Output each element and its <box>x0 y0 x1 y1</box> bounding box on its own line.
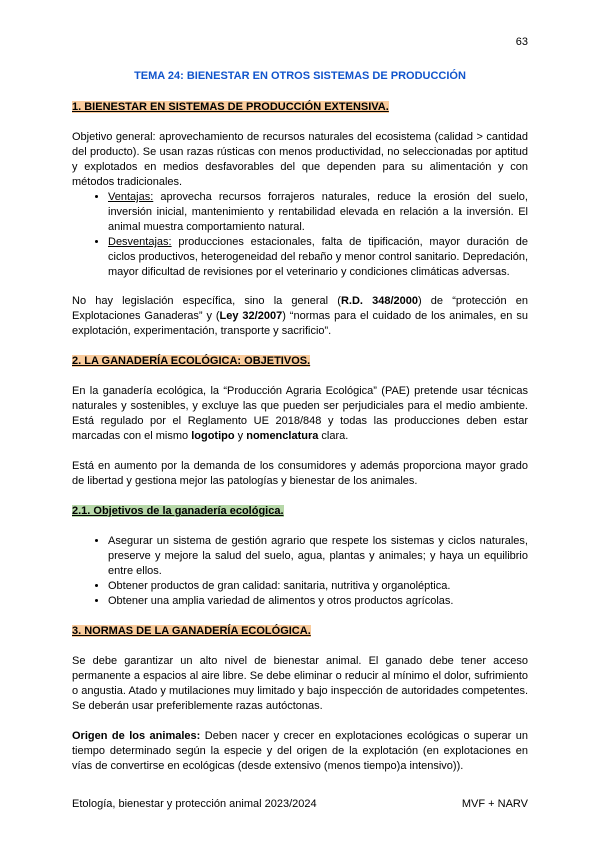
disadvantages-label: Desventajas: <box>108 236 172 248</box>
list-item: • Obtener una amplia variedad de alimentos y otros productos agrícolas. <box>108 594 528 609</box>
section-2-paragraph-2: Está en aumento por la demanda de los consumidores y además proporciona mayor grado de libertad y gestiona mejor las patologías y bienestar de los animales. <box>72 460 528 487</box>
advantages-label: Ventajas: <box>108 191 154 203</box>
section-3-heading: 3. NORMAS DE LA GANADERÍA ECOLÓGICA. <box>72 625 311 637</box>
section-1-heading: 1. BIENESTAR EN SISTEMAS DE PRODUCCIÓN EXTENSIVA. <box>72 101 389 113</box>
rd-reference: R.D. 348/2000 <box>340 295 418 307</box>
section-1-paragraph: Objetivo general: aprovechamiento de recursos naturales del ecosistema (calidad > cantidad del producto). Se usan razas rústicas con menos productividad, no seleccionadas por aptitud y explotados en medios desfavorables del que dependen para su alimentación y con métodos tradicionales. <box>72 131 528 188</box>
footer-course: Etología, bienestar y protección animal 2023/2024 <box>72 798 317 810</box>
disadvantages-text: producciones estacionales, falta de tipificación, mayor duración de ciclos productivos, heterogeneidad del rebaño y menor control sanitario. Depredación, mayor dificultad de revisiones por el veterinario y condiciones climáticas adversas. <box>108 236 528 278</box>
footer-authors: MVF + NARV <box>461 798 528 810</box>
section-2-heading: 2. LA GANADERÍA ECOLÓGICA: OBJETIVOS. <box>72 355 311 367</box>
advantages-item <box>108 190 528 235</box>
objectives-list <box>72 534 528 609</box>
origin-label: Origen de los animales: <box>72 730 201 742</box>
advantages-text: aprovecha recursos forrajeros naturales, reduce la erosión del suelo, inversión inicial, mantenimiento y rentabilidad elevada en relación a la inversión. El animal muestra comportamiento natural. <box>108 191 528 233</box>
origin-paragraph: Origen de los animales: Deben nacer y crecer en explotaciones ecológicas o superar un tiempo determinado según la especie y del origen de la explotación (en explotaciones en vías de convertirse en ecológicas (desde extensivo (menos tiempo)a intensivo)). <box>72 730 529 772</box>
section-2-paragraph-1: En la ganadería ecológica, la “Producción Agraria Ecológica” (PAE) pretende usar técnicas naturales y sostenibles, y excluye las que pueden ser perjudiciales para el medio ambiente. Está regulado por el Reglamento UE 2018/848 y todas las producciones deben estar marcadas con el mismo logotipo y nomenclatura clara. <box>72 385 528 442</box>
logotipo-term: logotipo <box>191 430 235 442</box>
list-item: • Obtener productos de gran calidad: sanitaria, nutritiva y organoléptica. <box>108 579 528 594</box>
advantages-list <box>72 190 528 280</box>
list-item: • Asegurar un sistema de gestión agrario que respete los sistemas y ciclos naturales, preserve y mejore la salud del suelo, agua, plantas y animales; y haya un equilibrio entre ellos. <box>108 534 528 579</box>
ley-reference: Ley 32/2007 <box>219 310 283 322</box>
document-body <box>72 100 528 774</box>
legislation-paragraph: No hay legislación específica, sino la general (R.D. 348/2000) de “protección en Explotaciones Ganaderas” y (Ley 32/2007) “normas para el cuidado de los animales, en su explotación, experimentación, transporte y sacrificio”. <box>72 295 528 337</box>
section-3-paragraph: Se debe garantizar un alto nivel de bienestar animal. El ganado debe tener acceso permanente a espacios al aire libre. Se debe eliminar o reducir al mínimo el dolor, sufrimiento o angustia. Atado y mutilaciones muy limitado y bajo inspección de autoridades competentes. Se deberán usar preferiblemente razas autóctonas. <box>72 655 528 712</box>
nomenclatura-term: nomenclatura <box>246 430 319 442</box>
disadvantages-item <box>108 235 528 280</box>
section-2-1-heading: 2.1. Objetivos de la ganadería ecológica. <box>72 505 284 517</box>
page-number: 63 <box>515 36 528 48</box>
page-title: TEMA 24: BIENESTAR EN OTROS SISTEMAS DE PRODUCCIÓN <box>134 70 466 82</box>
